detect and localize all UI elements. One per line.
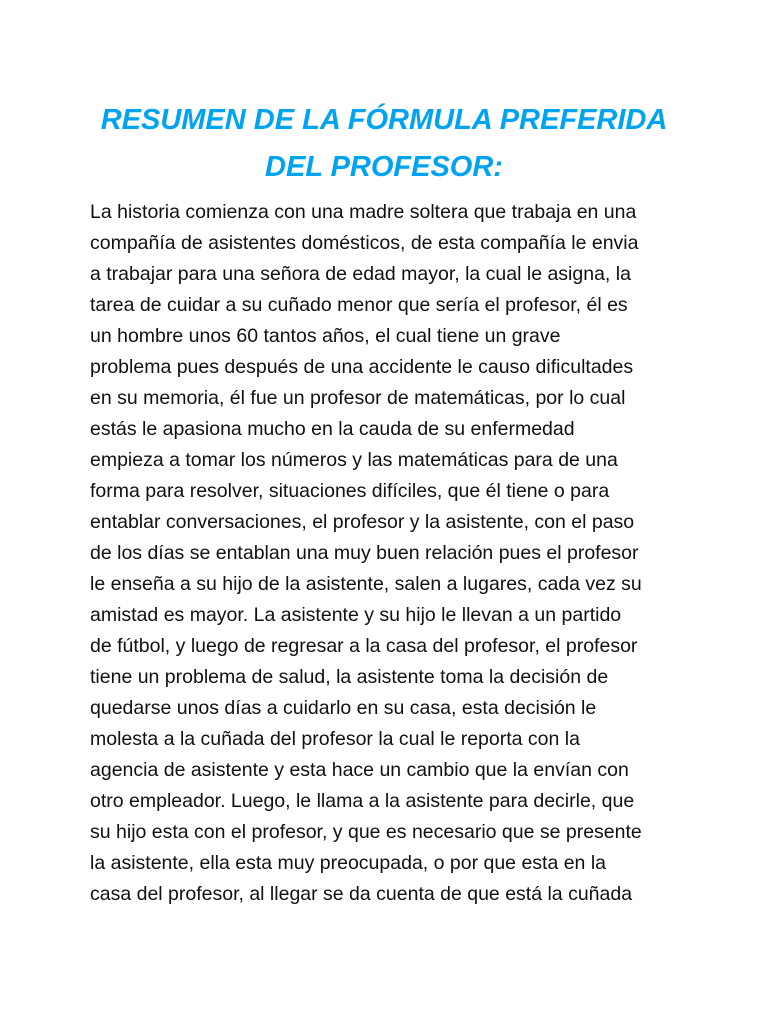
body-line: agencia de asistente y esta hace un cambio que la envían con [90,759,629,781]
body-line: a trabajar para una señora de edad mayor, la cual le asigna, la [90,263,631,285]
body-line: molesta a la cuñada del profesor la cual le reporta con la [90,728,580,750]
body-line: problema pues después de una accidente le causo dificultades [90,356,634,378]
body-line: compañía de asistentes domésticos, de esta compañía le envia [90,232,639,254]
body-line: de fútbol, y luego de regresar a la casa del profesor, el profesor [90,635,638,657]
body-line: otro empleador. Luego, le llama a la asistente para decirle, que [90,790,635,812]
title-line-2: DEL PROFESOR: [265,151,503,183]
body-line: tiene un problema de salud, la asistente toma la decisión de [90,666,609,688]
body-line: La historia comienza con una madre soltera que trabaja en una [90,201,637,223]
body-line: casa del profesor, al llegar se da cuenta de que está la cuñada [90,883,633,905]
body-line: de los días se entablan una muy buen relación pues el profesor [90,542,639,564]
body-line: entablar conversaciones, el profesor y la asistente, con el paso [90,511,635,533]
body-line: estás le apasiona mucho en la cauda de su enfermedad [90,418,575,440]
body-line: un hombre unos 60 tantos años, el cual tiene un grave [90,325,561,347]
body-line: forma para resolver, situaciones difíciles, que él tiene o para [90,480,610,502]
title-line-1: RESUMEN DE LA FÓRMULA PREFERIDA [100,104,668,136]
body-line: quedarse unos días a cuidarlo en su casa, esta decisión le [90,697,597,719]
body-line: la asistente, ella esta muy preocupada, o por que esta en la [90,852,606,874]
body-line: empieza a tomar los números y las matemáticas para de una [90,449,618,471]
body-line: tarea de cuidar a su cuñado menor que sería el profesor, él es [90,294,628,316]
document-title [60,97,708,191]
body-line: en su memoria, él fue un profesor de matemáticas, por lo cual [90,387,626,409]
body-line: le enseña a su hijo de la asistente, salen a lugares, cada vez su [90,573,642,595]
body-line: amistad es mayor. La asistente y su hijo le llevan a un partido [90,604,622,626]
document-body [90,197,690,910]
body-line: su hijo esta con el profesor, y que es necesario que se presente [90,821,642,843]
